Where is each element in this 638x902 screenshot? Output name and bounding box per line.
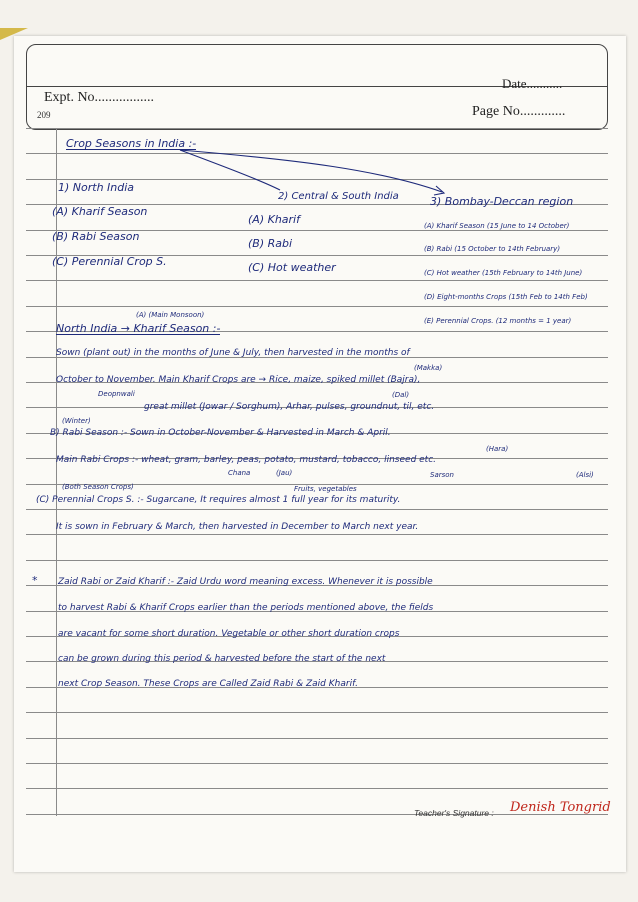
perennial-line: (C) Perennial Crops S. :- Sugarcane, It requires almost 1 full year for its maturity. (36, 495, 401, 505)
zaid-marker: * (32, 574, 38, 587)
zaid-line: are vacant for some short duration. Vegetable or other short duration crops (58, 629, 400, 639)
perennial-line: It is sown in February & March, then harvested in December to March next year. (56, 522, 419, 532)
col3-item: (E) Perennial Crops. (12 months = 1 year) (424, 317, 572, 325)
col3-item: (C) Hot weather (15th February to 14th June) (424, 269, 583, 277)
col1-heading: 1) North India (58, 181, 135, 194)
kharif-note-makka: (Makka) (414, 364, 443, 372)
col2-item: (C) Hot weather (248, 261, 336, 274)
teacher-signature: Denish Tongrid (510, 800, 611, 815)
kharif-note-deopnwali: Deopnwali (98, 390, 135, 398)
col3-item: (B) Rabi (15 October to 14th February) (424, 245, 561, 253)
zaid-line: can be grown during this period & harvested before the start of the next (58, 654, 386, 664)
rabi-note-alsi: (Alsi) (576, 471, 594, 479)
rabi-line: Main Rabi Crops :- wheat, gram, barley, peas, potato, mustard, tobacco, linseed etc. (56, 455, 437, 465)
col2-heading: 2) Central & South India (278, 191, 399, 202)
zaid-line: to harvest Rabi & Kharif Crops earlier than the periods mentioned above, the fields (58, 603, 434, 613)
teacher-signature-label: Teacher's Signature : (414, 808, 494, 818)
rabi-line: B) Rabi Season :- Sown in October-November & Harvested in March & April. (50, 428, 391, 438)
perennial-note-fruits: Fruits, vegetables (294, 485, 357, 493)
perennial-both-label: (Both Season Crops) (62, 483, 134, 491)
kharif-heading: North India → Kharif Season :- (56, 322, 221, 335)
col2-item: (A) Kharif (248, 213, 300, 226)
kharif-line: great millet (Jowar / Sorghum), Arhar, pulses, groundnut, til, etc. (144, 402, 435, 412)
rabi-note-chana: Chana (228, 469, 251, 477)
rabi-note-jau: (Jau) (276, 469, 293, 477)
col2-item: (B) Rabi (248, 237, 293, 250)
expt-no-label: Expt. No................. (44, 90, 155, 105)
col1-item: (A) Kharif Season (52, 205, 148, 218)
kharif-note-dal: (Dal) (392, 391, 410, 399)
col3-item: (A) Kharif Season (15 June to 14 October) (424, 222, 570, 230)
kharif-line: Sown (plant out) in the months of June & July, then harvested in the months of (56, 348, 410, 358)
sheet-number: 209 (37, 110, 51, 120)
col1-item: (B) Rabi Season (52, 230, 140, 243)
kharif-line: October to November. Main Kharif Crops are → Rice, maize, spiked millet (Bajra), (56, 375, 421, 385)
zaid-line: Zaid Rabi or Zaid Kharif :- Zaid Urdu word meaning excess. Whenever it is possible (58, 577, 433, 587)
page-no-label: Page No............. (472, 104, 566, 119)
notes-title: Crop Seasons in India :- (66, 137, 197, 150)
rabi-note-hara: (Hara) (486, 445, 509, 453)
zaid-line: next Crop Season. These Crops are Called Zaid Rabi & Zaid Kharif. (58, 679, 358, 689)
rabi-note-sarson: Sarson (430, 471, 454, 479)
col3-heading: 3) Bombay-Deccan region (430, 195, 574, 208)
kharif-sub-label: (A) (Main Monsoon) (136, 311, 205, 319)
col1-item: (C) Perennial Crop S. (52, 255, 167, 268)
date-field-label: Date........... (502, 76, 563, 91)
col3-item: (D) Eight-months Crops (15th Feb to 14th Feb) (424, 293, 588, 301)
rabi-winter-label: (Winter) (62, 417, 91, 425)
